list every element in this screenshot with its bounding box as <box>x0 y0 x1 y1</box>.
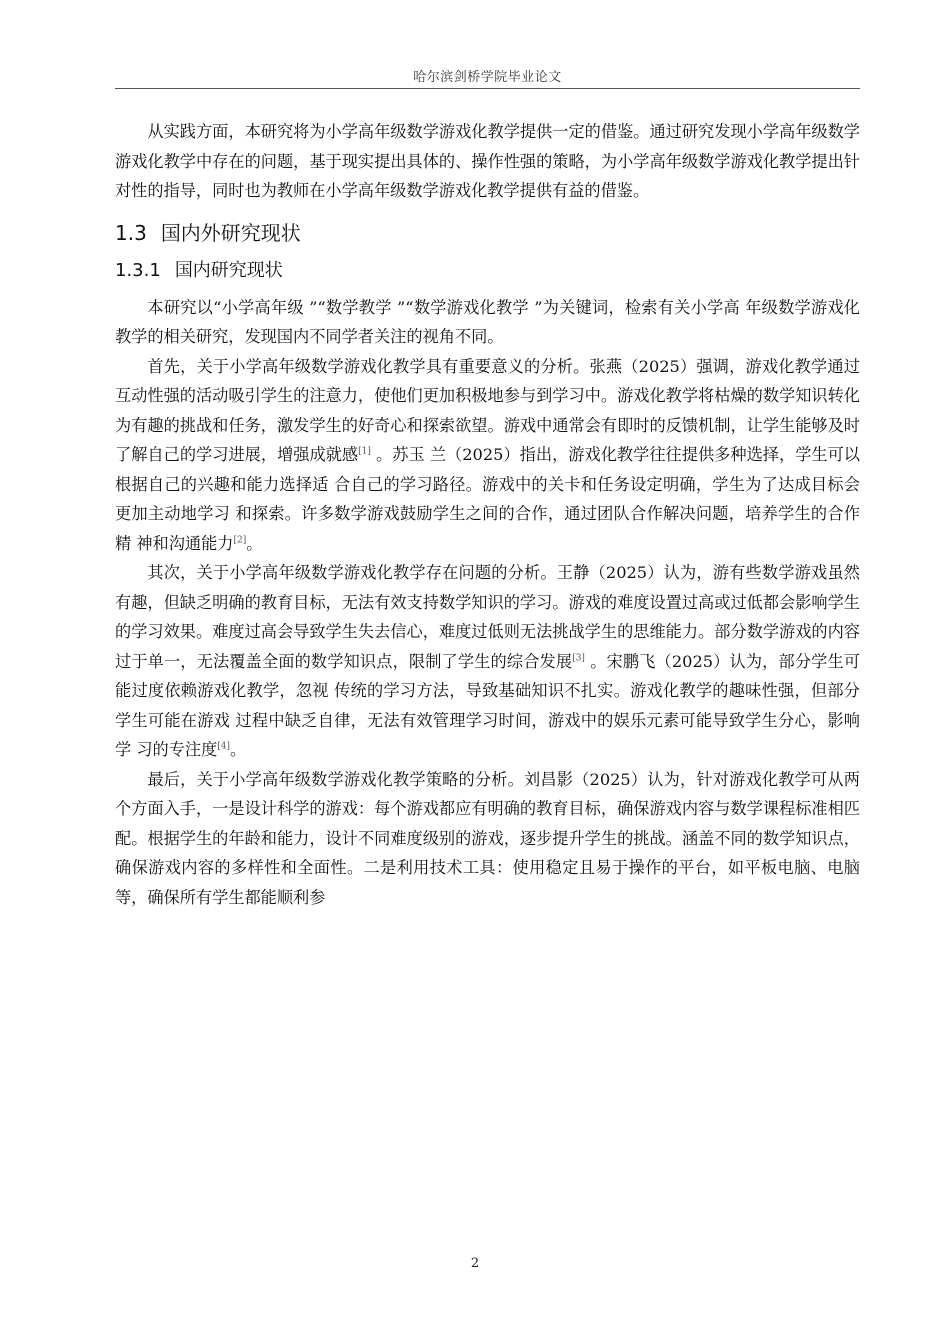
citation-4: [4] <box>217 741 231 752</box>
page-number: 2 <box>470 1256 480 1271</box>
paragraph-keywords: 本研究以“小学高年级 ”“数学教学 ”“数学游戏化教学 ”为关键词，检索有关小学高 年级数学游戏化教学的相关研究，发现国内不同学者关注的视角不同。 <box>115 297 860 346</box>
citation-3: [3] <box>572 653 585 664</box>
paragraph-significance <box>115 352 860 559</box>
paragraph-problems <box>115 558 860 765</box>
paragraph-strategies: 最后，关于小学高年级数学游戏化教学策略的分析。刘昌影（2025）认为，针对游戏化教学可从两个方面入手，一是设计科学的游戏：每个游戏都应有明确的教育目标，确保游戏内容与数学课程标准相匹配。根据学生的年龄和能力，设计不同难度级别的游戏，逐步提升学生的挑战。涵盖不同的数学知识点，确保游戏内容的多样性和全面性。二是利用技术工具：使用稳定且易于操作的平台，如平板电脑、电脑等，确保所有学生都能顺利参 <box>115 769 860 907</box>
paragraph-text: 。苏玉 兰（2025）指出，游戏化教学往往提供多种选择，学生可以根据自己的兴趣和能力选择适 合自己的学习路径。游戏中的关卡和任务设定明确，学生为了达成目标会更加主动地学习 和探索。许多数学游戏鼓励学生之间的合作，通过团队合作解决问题，培养学生的合作精 神和沟通能力 <box>115 445 860 553</box>
citation-1: [1] <box>358 446 371 457</box>
citation-2: [2] <box>233 535 247 546</box>
header-rule <box>115 88 860 89</box>
section-number: 1.3 <box>115 220 147 245</box>
paragraph-text: 。 <box>230 740 247 759</box>
page-header: 哈尔滨剑桥学院毕业论文 <box>413 70 562 85</box>
section-title: 国内外研究现状 <box>160 220 301 245</box>
paragraph-text: 首先，关于小学高年级数学游戏化教学具有重要意义的分析。张燕（2025）强调，游戏化教学通过互动性强的活动吸引学生的注意力，使他们更加积极地参与到学习中。游戏化教学将枯燥的数学知识转化为有趣的挑战和任务，激发学生的好奇心和探索欲望。游戏中通常会有即时的反馈机制，让学生能够及时了解自己的学习进展，增强成就感 <box>115 356 860 464</box>
section-heading <box>115 215 860 251</box>
paragraph-text: 。 <box>246 533 263 553</box>
subsection-heading <box>115 255 860 287</box>
paragraph-text: 。宋鹏飞（2025）认为，部分学生可能过度依赖游戏化教学，忽视 传统的学习方法，导致基础知识不扎实。游戏化教学的趣味性强，但部分学生可能在游戏 过程中缺乏自律，无法有效管理学习时间，游戏中的娱乐元素可能导致学生分心，影响学 习的专注度 <box>115 651 861 759</box>
subsection-number: 1.3.1 <box>115 259 161 281</box>
subsection-title: 国内研究现状 <box>174 259 283 281</box>
page-body <box>115 117 860 912</box>
paragraph-text: 其次，关于小学高年级数学游戏化教学存在问题的分析。王静（2025）认为，游有些数学游戏虽然有趣，但缺乏明确的教育目标，无法有效支持数学知识的学习。游戏的难度设置过高或过低都会影响学生的学习效果。难度过高会导致学生失去信心，难度过低则无法挑战学生的思维能力。部分数学游戏的内容过于单一，无法覆盖全面的数学知识点，限制了学生的综合发展 <box>115 563 860 671</box>
paragraph-practice: 从实践方面，本研究将为小学高年级数学游戏化教学提供一定的借鉴。通过研究发现小学高年级数学游戏化教学中存在的问题，基于现实提出具体的、操作性强的策略，为小学高年级数学游戏化教学提出针对性的指导，同时也为教师在小学高年级数学游戏化教学提供有益的借鉴。 <box>115 122 860 200</box>
